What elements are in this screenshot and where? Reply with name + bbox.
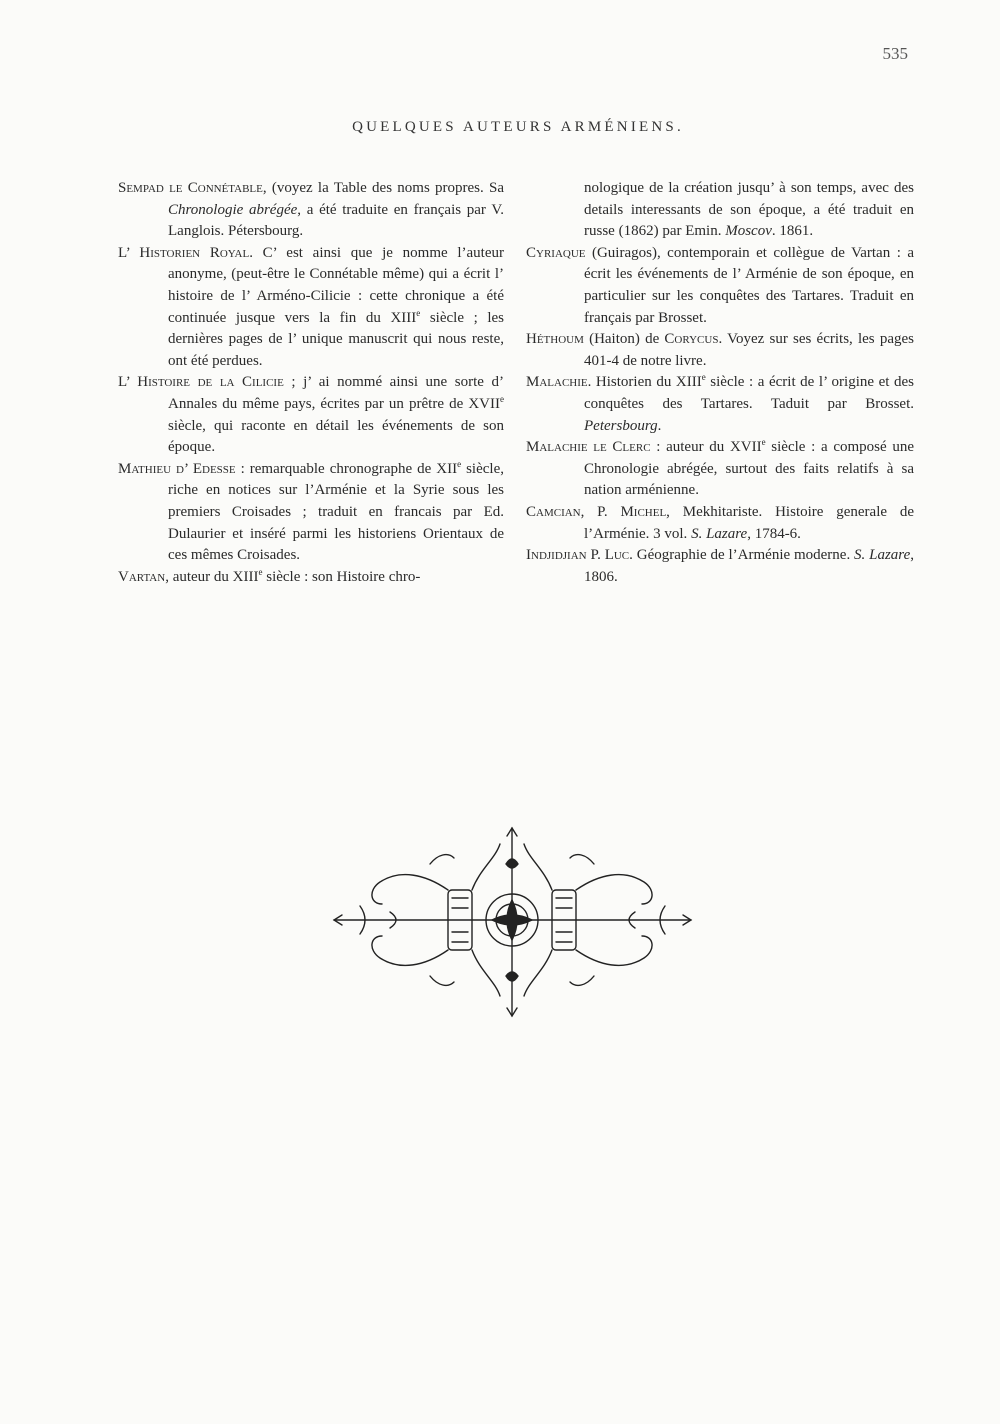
entry-hethoum: Héthoum (Haiton) de Corycus. Voyez sur ses écrits, les pages 401-4 de notre livre.	[526, 331, 914, 369]
entry-historien-royal: L’ Historien Royal. C’ est ainsi que je nomme l’auteur anonyme, (peut-être le Connétable même) qui a écrit l’ histoire de l’ Arméno-Cilicie : cette chronique a été continuée jusque vers la fin du XIIIe siècle ; les dernières pages de l’ unique manuscrit qui nous reste, ont été perdues.	[118, 244, 505, 369]
entry-camcian: Camcian, P. Michel, Mekhitariste. Histoire generale de l’Arménie. 3 vol. S. Lazare, 1784-6.	[526, 503, 915, 542]
author-name: Mathieu d’ Edesse	[118, 460, 236, 477]
entry-malachie-clerc: Malachie le Clerc : auteur du XVIIe siècle : a composé une Chronologie abrégée, surtout des faits relatifs à sa nation arménienne.	[526, 437, 914, 499]
entry-vartan: Vartan, auteur du XIIIe siècle : son Histoire chro-	[118, 566, 421, 585]
author-name: Héthoum	[526, 331, 584, 348]
entry-mathieu: Mathieu d’ Edesse : remarquable chronographe de XIIe siècle, riche en notices sur l’Arménie et la Syrie sous les premiers Croisades ; traduit en francais par Ed. Dulaurier et inséré parmi les historiens Orientaux de ces mêmes Croisades.	[118, 458, 504, 564]
right-column	[526, 178, 914, 588]
author-name: Cyriaque	[526, 244, 586, 261]
author-name: Malachie	[526, 374, 588, 391]
author-name: L’ Histoire de la Cilicie	[118, 374, 284, 391]
entry-indjidjian: Indjidjian P. Luc. Géographie de l’Arménie moderne. S. Lazare, 1806.	[526, 547, 914, 585]
entry-sempad: Sempad le Connétable, (voyez la Table des noms propres. Sa Chronologie abrégée, a été traduite en français par V. Langlois. Pétersbourg.	[118, 180, 505, 240]
entry-malachie: Malachie. Historien du XIIIe siècle : a écrit de l’ origine et des conquêtes des Tartares. Taduit par Brosset. Petersbourg.	[526, 372, 914, 434]
entry-vartan-continued: nologique de la création jusqu’ à son temps, avec des details interessants de son époque, a été traduit en russe (1862) par Emin. Moscov. 1861.	[584, 180, 914, 240]
author-name: Camcian	[526, 503, 581, 520]
author-name: L’ Historien Royal	[118, 244, 250, 261]
entry-histoire-cilicie: L’ Histoire de la Cilicie ; j’ ai nommé ainsi une sorte d’ Annales du même pays, écrites par un prêtre de XVIIe siècle, qui raconte en détail les événements de son époque.	[118, 374, 504, 456]
decorative-ornament-icon	[330, 824, 695, 1020]
author-name: Indjidjian	[526, 547, 587, 564]
author-name: Sempad le Connétable	[118, 180, 263, 196]
entry-cyriaque: Cyriaque (Guiragos), contemporain et collègue de Vartan : a écrit les événements de l’ Arménie de son époque, en particulier sur les conquêtes des Tartares. Traduit en français par Brosset.	[526, 244, 914, 326]
author-name: Malachie le Clerc	[526, 439, 651, 456]
left-column	[118, 178, 504, 588]
page-heading: QUELQUES AUTEURS ARMÉNIENS.	[352, 119, 684, 135]
author-name: Vartan	[118, 568, 166, 585]
page-number: 535	[882, 44, 908, 63]
